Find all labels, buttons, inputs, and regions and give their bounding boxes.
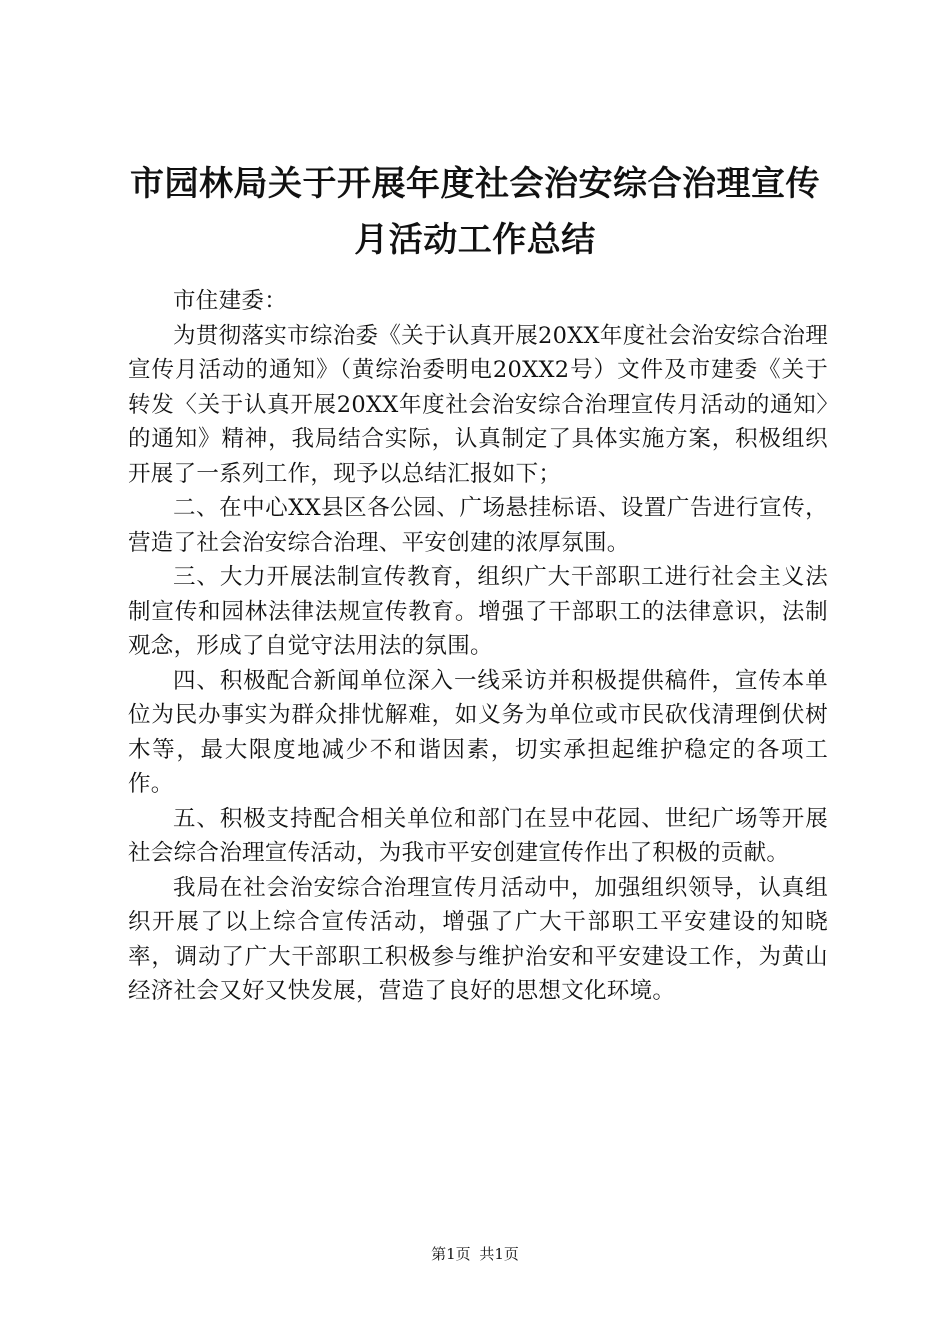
paragraph-conclusion: 我局在社会治安综合治理宣传月活动中，加强组织领导，认真组织开展了以上综合宣传活动，增强了广大干部职工平安建设的知晓率，调动了广大干部职工积极参与维护治安和平安建设工作，为黄山经济社会又好又快发展，营造了良好的思想文化环境。 [128,874,828,1004]
document-title: 市园林局关于开展年度社会治安综合治理宣传月活动工作总结 [130,164,820,260]
document-body [128,284,828,1009]
paragraph-two: 二、在中心XX县区各公园、广场悬挂标语、设置广告进行宣传，营造了社会治安综合治理、平安创建的浓厚氛围。 [128,495,828,556]
paragraph-five: 五、积极支持配合相关单位和部门在昱中花园、世纪广场等开展社会综合治理宣传活动，为我市平安创建宣传作出了积极的贡献。 [128,805,828,866]
paragraph-intro: 为贯彻落实市综治委《关于认真开展20XX年度社会治安综合治理宣传月活动的通知》（黄综治委明电20XX2号）文件及市建委《关于转发〈关于认真开展20XX年度社会治安综合治理宣传月活动的通知〉的通知》精神，我局结合实际，认真制定了具体实施方案，积极组织开展了一系列工作，现予以总结汇报如下； [128,322,828,487]
paragraph-three: 三、大力开展法制宣传教育，组织广大干部职工进行社会主义法制宣传和园林法律法规宣传教育。增强了干部职工的法律意识，法制观念，形成了自觉守法用法的氛围。 [128,564,828,659]
page-number-current: 第1页 [431,1245,471,1263]
addressee: 市住建委： [173,288,288,314]
page-number-total: 共1页 [479,1245,519,1263]
page-footer [0,1244,950,1264]
paragraph-four: 四、积极配合新闻单位深入一线采访并积极提供稿件，宣传本单位为民办事实为群众排忧解难，如义务为单位或市民砍伐清理倒伏树木等，最大限度地减少不和谐因素，切实承担起维护稳定的各项工作。 [128,667,828,797]
